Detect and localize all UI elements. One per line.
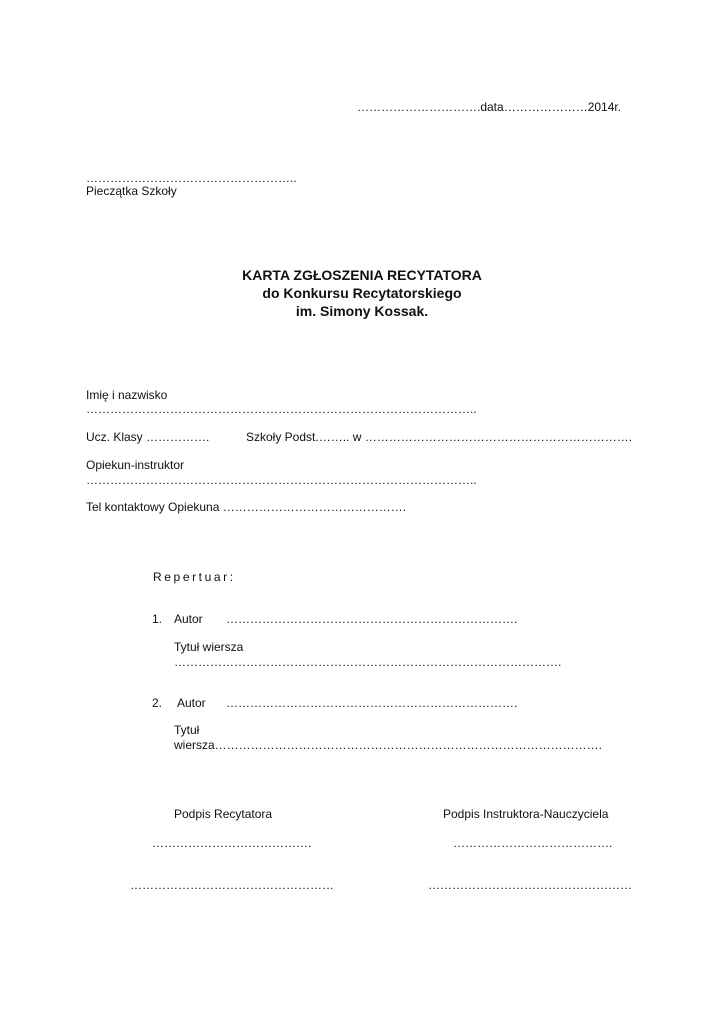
item1-title-label: Tytuł wiersza [174,640,244,654]
item2-author-field: ………………………………………………………………. [226,696,518,710]
date-line: ………………………….data…………………2014r. [357,100,622,114]
item2-author-label: Autor [177,696,206,710]
item1-number: 1. [152,612,163,626]
reciter-signature-line-2: …………………………………………… [130,878,334,892]
repertoire-heading: Repertuar: [153,570,236,584]
name-label: Imię i nazwisko [86,388,168,402]
stamp-label: Pieczątka Szkoły [86,184,177,198]
item2-number: 2. [152,696,163,710]
item1-title-field: ……………………………………………………………………………………. [174,655,562,669]
item1-author-label: Autor [174,612,203,626]
class-field: Ucz. Klasy ……………. [86,430,210,444]
item2-title-label: Tytuł [174,723,200,737]
guardian-label: Opiekun-instruktor [86,458,185,472]
item1-author-field: ………………………………………………………………. [226,612,518,626]
form-subtitle-patron: im. Simony Kossak. [295,303,429,319]
item2-title-field: wiersza……………………………………………………………………………………. [174,738,603,752]
instructor-signature-line-2: …………………………………………… [428,878,632,892]
stamp-dots: …………………………………………….. [86,171,297,185]
form-subtitle: do Konkursu Recytatorskiego [262,285,462,301]
reciter-signature-line: …………………………………. [152,836,312,850]
form-title: KARTA ZGŁOSZENIA RECYTATORA [242,267,482,283]
phone-field: Tel kontaktowy Opiekuna ………………………………………. [86,500,407,514]
instructor-signature-line: …………………………………. [453,836,613,850]
guardian-field: …………………………………………………………………………………….. [86,473,477,487]
school-field: Szkoły Podst.…….. w …………………………………………………………. [246,430,633,444]
instructor-signature-label: Podpis Instruktora-Nauczyciela [443,807,609,821]
name-field: …………………………………………………………………………………….. [86,402,477,416]
reciter-signature-label: Podpis Recytatora [174,807,273,821]
